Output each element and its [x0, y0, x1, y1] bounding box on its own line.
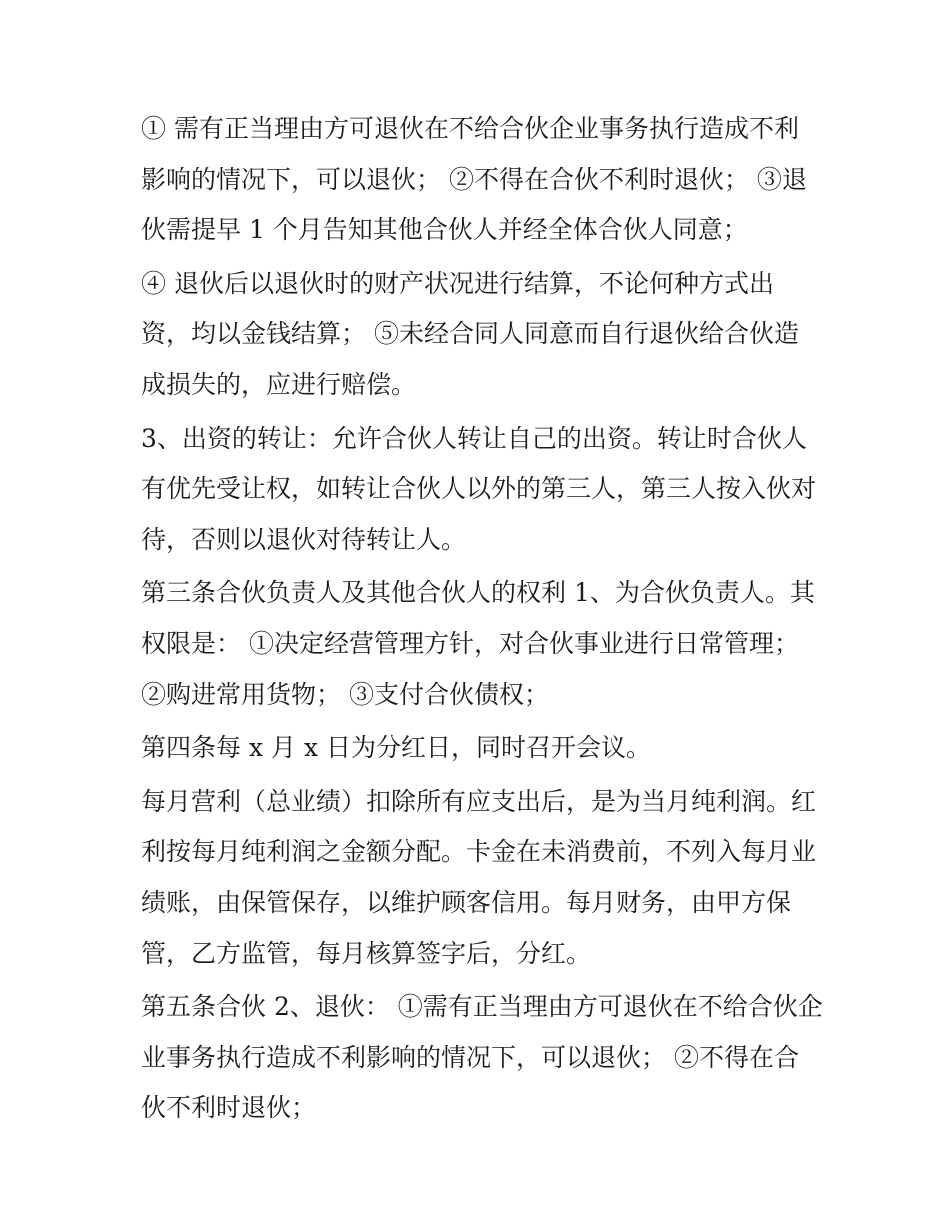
- text-line: 有优先受让权，如转让合伙人以外的第三人，第三人按入伙对: [141, 474, 817, 504]
- text-line: 利按每月纯利润之金额分配。卡金在未消费前，不列入每月业: [141, 837, 817, 867]
- paragraph-withdrawal-conditions: [141, 104, 831, 256]
- text-line: ① 需有正当理由方可退伙在不给合伙企业事务执行造成不利: [141, 114, 799, 143]
- text-line: 绩账，由保管保存，以维护顾客信用。每月财务，由甲方保: [141, 887, 792, 917]
- paragraph-settlement: [141, 259, 831, 411]
- text-line: 成损失的，应进行赔偿。: [141, 369, 417, 399]
- paragraph-profit-distribution: [141, 777, 831, 979]
- text-line: 影响的情况下，可以退伙； ②不得在合伙不利时退伙； ③退: [141, 164, 807, 194]
- text-line: 第三条合伙负责人及其他合伙人的权利 1、为合伙负责人。其: [141, 578, 815, 608]
- text-line: 权限是： ①决定经营管理方针，对合伙事业进行日常管理；: [141, 628, 799, 658]
- text-line: 伙不利时退伙；: [141, 1093, 317, 1123]
- document-body: [141, 104, 831, 1137]
- paragraph-article-four: [141, 723, 831, 774]
- text-line: 每月营利（总业绩）扣除所有应支出后，是为当月纯利润。红: [141, 786, 817, 816]
- text-line: ④ 退伙后以退伙时的财产状况进行结算，不论何种方式出: [141, 268, 774, 298]
- text-line: 第五条合伙 2、退伙： ①需有正当理由方可退伙在不给合伙企: [141, 992, 823, 1022]
- text-line: 资，均以金钱结算； ⑤未经合同人同意而自行退伙给合伙造: [141, 319, 799, 349]
- text-line: 伙需提早 1 个月告知其他合伙人并经全体合伙人同意；: [141, 215, 748, 245]
- text-line: 第四条每 x 月 x 日为分红日，同时召开会议。: [141, 733, 651, 763]
- text-line: 管，乙方监管，每月核算签字后，分红。: [141, 938, 592, 968]
- text-line: ②购进常用货物； ③支付合伙债权；: [141, 679, 549, 709]
- paragraph-capital-transfer: [141, 414, 831, 566]
- text-line: 3、出资的转让：允许合伙人转让自己的出资。转让时合伙人: [141, 423, 807, 453]
- paragraph-article-five: [141, 982, 831, 1134]
- text-line: 业事务执行造成不利影响的情况下，可以退伙； ②不得在合: [141, 1042, 799, 1072]
- paragraph-article-three: [141, 568, 831, 720]
- text-line: 待，否则以退伙对待转让人。: [141, 524, 467, 554]
